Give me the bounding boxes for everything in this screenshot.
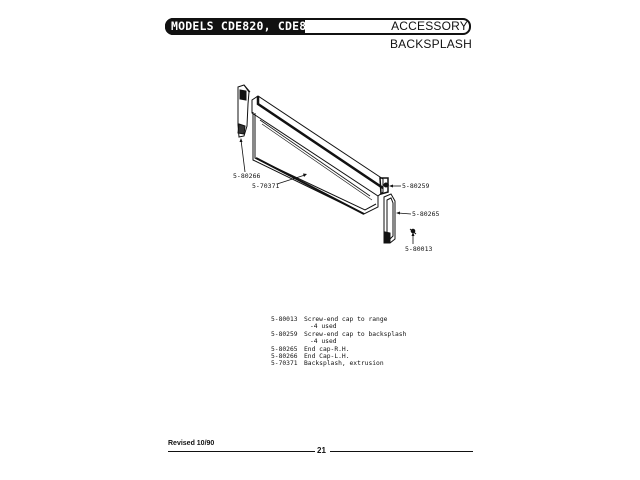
parts-list-row — [271, 331, 406, 338]
footer-rule-right — [330, 451, 473, 452]
parts-list-note-row — [271, 338, 406, 345]
part-description: Screw-end cap to range — [304, 316, 388, 323]
callout-label: 5-70371 — [252, 182, 280, 190]
callout-label: 5-80265 — [412, 210, 440, 218]
part-description: Screw-end cap to backsplash — [304, 330, 407, 338]
part-quantity-note: -4 used — [310, 338, 337, 346]
part-number: 5-80259 — [271, 330, 298, 338]
parts-list-row — [271, 346, 406, 353]
part-description: End cap-R.H. — [304, 345, 350, 353]
right-end-cap-drawing — [384, 194, 395, 243]
models-title: MODELS CDE820, CDE851 — [171, 19, 321, 33]
part-number: 5-80265 — [271, 345, 298, 353]
callout-label: 5-80013 — [405, 245, 433, 253]
left-end-cap-drawing — [238, 85, 250, 137]
part-number: 5-70371 — [271, 360, 298, 368]
part-description: End Cap-L.H. — [304, 353, 350, 361]
section-title: ACCESSORY — [391, 19, 468, 33]
revision-date: Revised 10/90 — [168, 440, 215, 447]
page-number: 21 — [317, 446, 326, 455]
part-description: Backsplash, extrusion — [304, 360, 384, 368]
parts-list-row — [271, 316, 406, 323]
callout-label: 5-80266 — [233, 172, 261, 180]
parts-list-row — [271, 353, 406, 360]
backsplash-extrusion-drawing — [252, 96, 388, 214]
subsection-title: BACKSPLASH — [389, 37, 472, 51]
part-quantity-note: -4 used — [310, 323, 337, 331]
parts-list-note-row — [271, 323, 406, 330]
part-number: 5-80013 — [271, 316, 298, 323]
footer-rule-left — [168, 451, 315, 452]
parts-list — [271, 316, 406, 368]
callout-label: 5-80259 — [402, 182, 430, 190]
parts-list-row — [271, 360, 406, 367]
part-number: 5-80266 — [271, 353, 298, 361]
